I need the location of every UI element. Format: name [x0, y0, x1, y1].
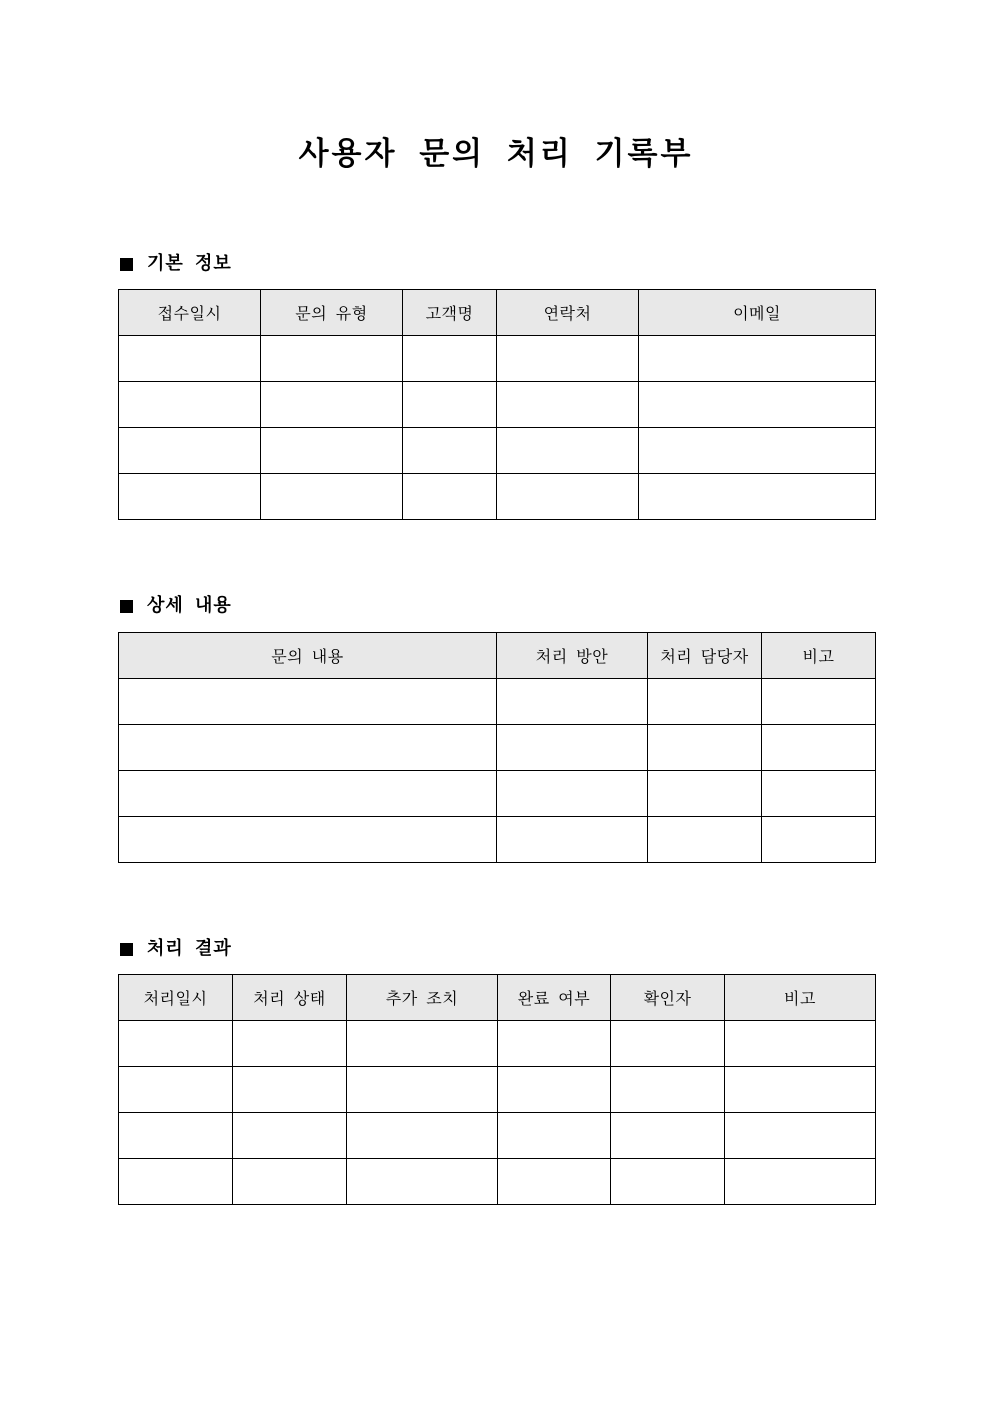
table-cell[interactable] [639, 382, 876, 428]
table-cell[interactable] [403, 382, 497, 428]
table-cell[interactable] [762, 771, 876, 817]
basic-info-table [118, 289, 876, 520]
column-header-customer-name: 고객명 [403, 290, 497, 336]
table-cell[interactable] [403, 428, 497, 474]
table-cell[interactable] [725, 1159, 876, 1205]
table-cell[interactable] [498, 1021, 611, 1067]
table-row [119, 1067, 876, 1113]
column-header-additional-action: 추가 조치 [347, 975, 498, 1021]
table-row [119, 428, 876, 474]
column-header-handler: 처리 담당자 [648, 633, 762, 679]
table-row [119, 817, 876, 863]
table-cell[interactable] [233, 1021, 347, 1067]
column-header-inquiry-content: 문의 내용 [119, 633, 497, 679]
table-cell[interactable] [648, 725, 762, 771]
table-cell[interactable] [611, 1021, 725, 1067]
table-cell[interactable] [497, 382, 639, 428]
table-cell[interactable] [119, 1159, 233, 1205]
column-header-remarks: 비고 [725, 975, 876, 1021]
table-cell[interactable] [119, 679, 497, 725]
table-cell[interactable] [648, 817, 762, 863]
table-row [119, 1021, 876, 1067]
column-header-processed-datetime: 처리일시 [119, 975, 233, 1021]
square-bullet-icon [120, 943, 133, 956]
section-heading-label: 기본 정보 [147, 253, 232, 274]
square-bullet-icon [120, 258, 133, 271]
table-cell[interactable] [119, 474, 261, 520]
table-cell[interactable] [233, 1159, 347, 1205]
column-header-handling-plan: 처리 방안 [497, 633, 648, 679]
table-cell[interactable] [497, 428, 639, 474]
column-header-email: 이메일 [639, 290, 876, 336]
table-cell[interactable] [347, 1113, 498, 1159]
table-cell[interactable] [611, 1159, 725, 1205]
section-heading-basic-info [118, 252, 232, 276]
section-heading-results [118, 937, 232, 961]
table-cell[interactable] [762, 725, 876, 771]
table-row [119, 771, 876, 817]
table-cell[interactable] [119, 1113, 233, 1159]
table-cell[interactable] [261, 336, 403, 382]
table-row [119, 725, 876, 771]
table-cell[interactable] [497, 679, 648, 725]
table-cell[interactable] [611, 1113, 725, 1159]
table-cell[interactable] [119, 382, 261, 428]
table-cell[interactable] [119, 428, 261, 474]
table-cell[interactable] [497, 817, 648, 863]
table-cell[interactable] [611, 1067, 725, 1113]
table-cell[interactable] [347, 1067, 498, 1113]
table-cell[interactable] [639, 474, 876, 520]
section-heading-details [118, 594, 232, 618]
table-cell[interactable] [639, 428, 876, 474]
table-cell[interactable] [497, 474, 639, 520]
table-cell[interactable] [261, 474, 403, 520]
section-heading-label: 상세 내용 [147, 595, 232, 616]
section-heading-label: 처리 결과 [147, 938, 232, 959]
table-row [119, 382, 876, 428]
table-cell[interactable] [261, 382, 403, 428]
table-cell[interactable] [648, 771, 762, 817]
table-header-row [119, 633, 876, 679]
table-header-row [119, 975, 876, 1021]
table-header-row [119, 290, 876, 336]
table-cell[interactable] [639, 336, 876, 382]
table-cell[interactable] [725, 1021, 876, 1067]
table-cell[interactable] [762, 817, 876, 863]
table-cell[interactable] [119, 336, 261, 382]
column-header-processing-status: 처리 상태 [233, 975, 347, 1021]
square-bullet-icon [120, 600, 133, 613]
table-row [119, 1113, 876, 1159]
table-cell[interactable] [497, 336, 639, 382]
table-cell[interactable] [403, 336, 497, 382]
table-row [119, 1159, 876, 1205]
column-header-remarks: 비고 [762, 633, 876, 679]
table-row [119, 679, 876, 725]
table-cell[interactable] [498, 1067, 611, 1113]
column-header-contact: 연락처 [497, 290, 639, 336]
results-table [118, 974, 876, 1205]
details-table [118, 632, 876, 863]
table-cell[interactable] [347, 1021, 498, 1067]
table-cell[interactable] [725, 1067, 876, 1113]
table-cell[interactable] [497, 725, 648, 771]
table-cell[interactable] [119, 725, 497, 771]
table-cell[interactable] [725, 1113, 876, 1159]
page-title: 사용자 문의 처리 기록부 [298, 136, 694, 172]
table-cell[interactable] [498, 1113, 611, 1159]
table-cell[interactable] [233, 1113, 347, 1159]
table-cell[interactable] [119, 1021, 233, 1067]
table-row [119, 474, 876, 520]
column-header-completion: 완료 여부 [498, 975, 611, 1021]
column-header-received-datetime: 접수일시 [119, 290, 261, 336]
table-cell[interactable] [403, 474, 497, 520]
table-cell[interactable] [648, 679, 762, 725]
table-cell[interactable] [119, 817, 497, 863]
table-cell[interactable] [498, 1159, 611, 1205]
table-row [119, 336, 876, 382]
table-cell[interactable] [261, 428, 403, 474]
column-header-inquiry-type: 문의 유형 [261, 290, 403, 336]
table-cell[interactable] [762, 679, 876, 725]
table-cell[interactable] [119, 1067, 233, 1113]
table-cell[interactable] [233, 1067, 347, 1113]
table-cell[interactable] [497, 771, 648, 817]
table-cell[interactable] [347, 1159, 498, 1205]
table-cell[interactable] [119, 771, 497, 817]
column-header-verifier: 확인자 [611, 975, 725, 1021]
